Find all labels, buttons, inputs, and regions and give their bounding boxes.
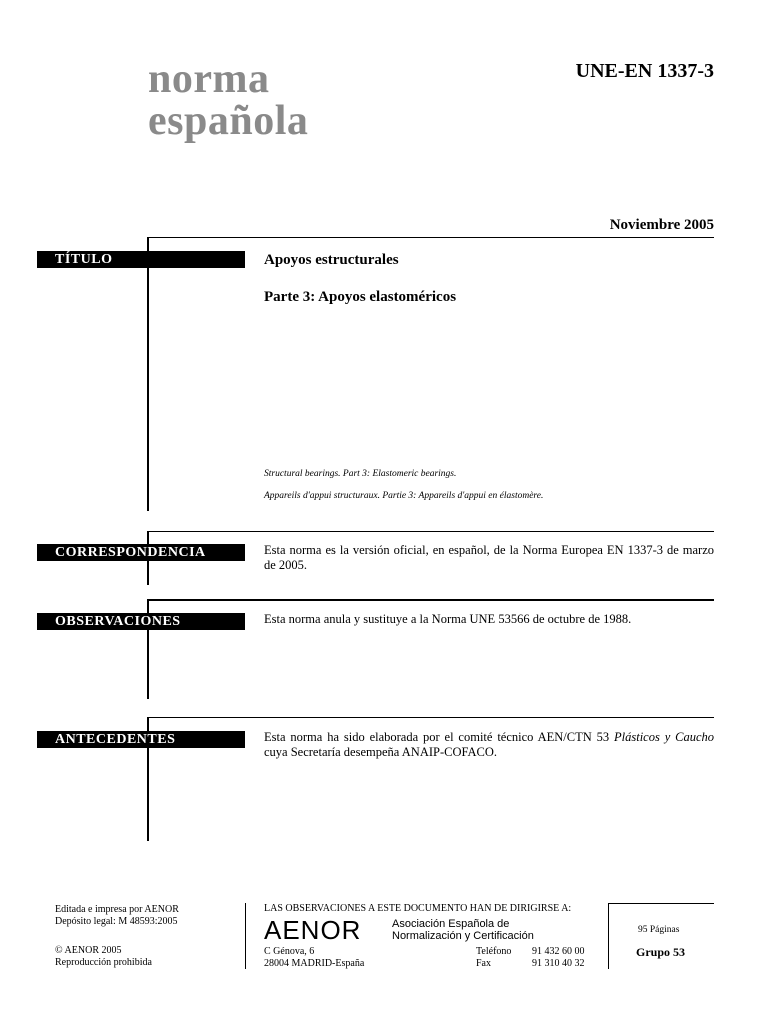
aenor-full-name (392, 918, 542, 942)
section-divider-antecedentes (147, 717, 714, 718)
label-titulo: TÍTULO (37, 251, 245, 268)
contact-numbers (532, 946, 585, 970)
document-subtitle: Parte 3: Apoyos elastoméricos (264, 289, 457, 305)
fax-label: Fax (476, 958, 491, 969)
label-observaciones: OBSERVACIONES (37, 613, 245, 630)
document-title: Apoyos estructurales (264, 252, 399, 268)
section-divider-titulo (147, 237, 714, 238)
observaciones-text: Esta norma anula y sustituye a la Norma UNE 53566 de octubre de 1988. (264, 612, 632, 626)
copyright: © AENOR 2005 (55, 945, 122, 956)
address-line-1: C Génova, 6 (264, 946, 315, 957)
antecedentes-text-before: Esta norma ha sido elaborada por el comité técnico AEN/CTN 53 (264, 730, 614, 744)
aenor-name-line-1: Asociación Española de (392, 918, 510, 930)
footer-copyright-block (55, 945, 152, 969)
footer-publisher-block (55, 904, 179, 928)
aenor-name-line-2: Normalización y Certificación (392, 930, 534, 942)
section-divider-observaciones (147, 599, 714, 601)
antecedentes-text (264, 730, 714, 760)
antecedentes-text-after: cuya Secretaría desempeña ANAIP-COFACO. (264, 745, 498, 759)
aenor-logo: AENOR (264, 915, 362, 945)
phone-number: 91 432 60 00 (532, 946, 585, 957)
phone-label: Teléfono (476, 946, 512, 957)
label-antecedentes: ANTECEDENTES (37, 731, 245, 748)
correspondencia-text: Esta norma es la versión oficial, en español, de la Norma Europea EN 1337-3 de marzo de 2005. (264, 543, 714, 572)
page-count: 95 Páginas (638, 925, 680, 935)
section-vline-titulo (147, 237, 149, 511)
title-french: Appareils d'appui structuraux. Partie 3: Appareils d'appui en élastomère. (264, 491, 544, 501)
price-group: Grupo 53 (636, 945, 686, 959)
aenor-address (264, 946, 364, 970)
footer-divider-left (245, 903, 246, 969)
section-divider-correspondencia (147, 531, 714, 532)
observations-notice: LAS OBSERVACIONES A ESTE DOCUMENTO HAN DE DIRIGIRSE A: (264, 903, 572, 914)
publication-date: Noviembre 2005 (609, 217, 714, 233)
brand-wordmark (148, 58, 308, 142)
brand-line-1: norma (148, 56, 270, 102)
title-english: Structural bearings. Part 3: Elastomeric bearings. (264, 469, 457, 479)
contact-labels (476, 946, 511, 970)
reproduction-notice: Reproducción prohibida (55, 957, 152, 968)
footer-box-top (608, 903, 714, 904)
footer-divider-right (608, 903, 609, 969)
brand-line-2: española (148, 98, 309, 144)
legal-deposit: Depósito legal: M 48593:2005 (55, 916, 178, 927)
fax-number: 91 310 40 32 (532, 958, 585, 969)
standard-code: UNE-EN 1337-3 (575, 60, 714, 82)
label-correspondencia: CORRESPONDENCIA (37, 544, 245, 561)
edited-by: Editada e impresa por AENOR (55, 904, 179, 915)
address-line-2: 28004 MADRID-España (264, 958, 365, 969)
antecedentes-committee-name: Plásticos y Caucho (614, 730, 715, 744)
